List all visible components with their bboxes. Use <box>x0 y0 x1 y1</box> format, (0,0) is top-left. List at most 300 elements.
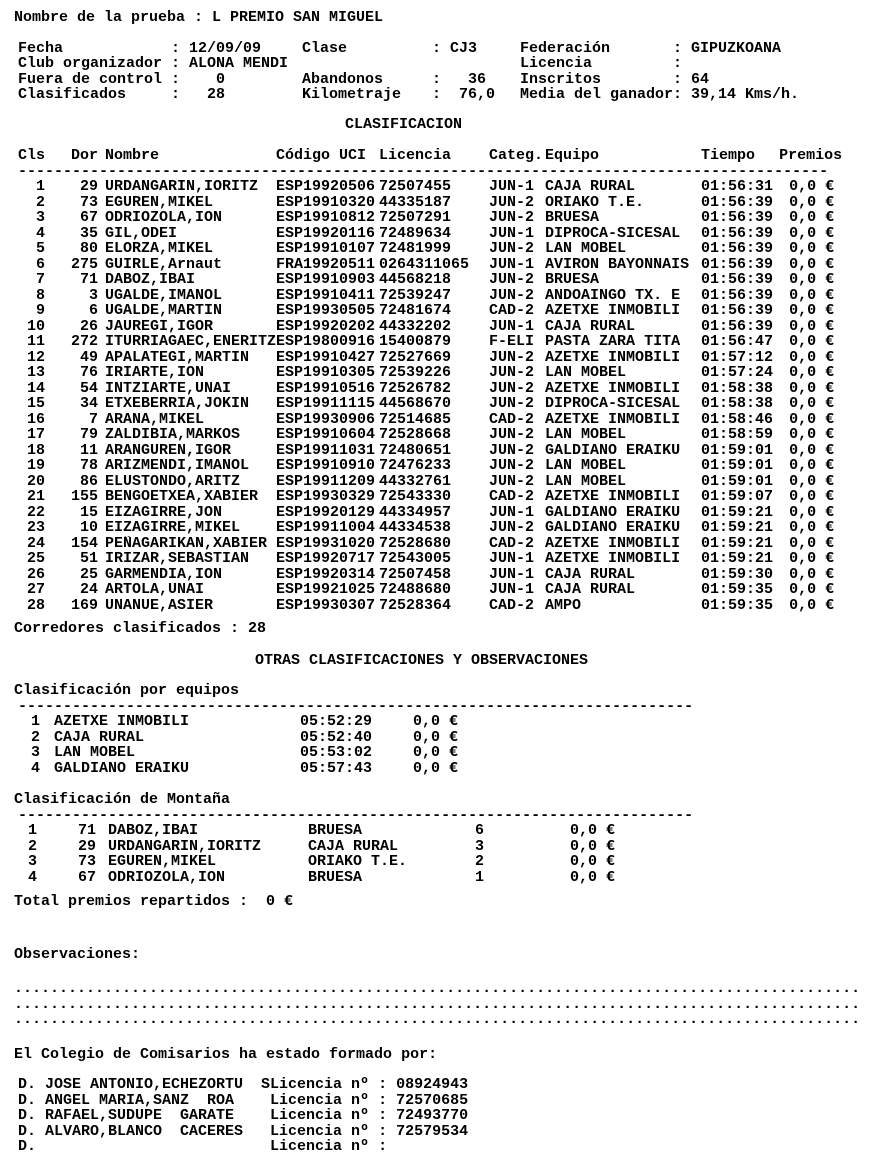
table-cell: ESP19910516 <box>276 380 376 396</box>
table-cell: LAN MOBEL <box>545 365 627 381</box>
table-cell: ELORZA,MIKEL <box>105 241 214 257</box>
table-cell: 44335187 <box>379 194 452 210</box>
col-header-nombre: Nombre <box>105 148 160 164</box>
table-cell: 28 <box>27 597 46 613</box>
table-row <box>18 179 842 195</box>
table-cell: 79 <box>80 427 99 443</box>
table-cell: 72507458 <box>379 566 452 582</box>
table-cell: AVIRON BAYONNAIS <box>545 256 690 272</box>
table-cell: 01:59:01 <box>701 442 774 458</box>
table-cell: 72539247 <box>379 287 452 303</box>
table-cell: CAJA RURAL <box>545 179 636 195</box>
table-cell: 0,0 € <box>789 380 835 396</box>
table-cell: AZETXE INMOBILI <box>545 303 681 319</box>
table-cell: ESP19911031 <box>276 442 376 458</box>
table-cell: 51 <box>80 551 99 567</box>
table-cell: 0,0 € <box>413 760 459 776</box>
table-cell: 15400879 <box>379 334 452 350</box>
table-cell: JUN-2 <box>489 194 535 210</box>
table-cell: 78 <box>80 458 99 474</box>
table-cell: 0,0 € <box>789 520 835 536</box>
table-cell: 21 <box>27 489 46 505</box>
table-cell: 1 <box>30 714 40 730</box>
table-cell: 0,0 € <box>789 458 835 474</box>
table-cell: 54 <box>80 380 99 396</box>
table-row <box>18 226 842 242</box>
table-cell: ARANA,MIKEL <box>105 411 205 427</box>
table-cell: 49 <box>80 349 99 365</box>
table-row <box>18 350 842 366</box>
table-cell: ORIAKO T.E. <box>545 194 645 210</box>
table-cell: ETXEBERRIA,JOKIN <box>105 396 250 412</box>
table-cell: 9 <box>36 303 46 319</box>
table-cell: 0,0 € <box>789 303 835 319</box>
table-cell: JUN-2 <box>489 287 535 303</box>
table-cell: ESP19911004 <box>276 520 376 536</box>
table-cell: 0,0 € <box>789 287 835 303</box>
table-row <box>18 536 842 552</box>
table-cell: BRUESA <box>545 210 600 226</box>
corredores-clasificados-line: Corredores clasificados : 28 <box>14 620 267 637</box>
table-cell: 23 <box>27 520 46 536</box>
table-cell: ANDOAINGO TX. E <box>545 287 681 303</box>
table-cell: 0,0 € <box>789 241 835 257</box>
table-row <box>18 505 842 521</box>
table-cell: 01:59:35 <box>701 597 774 613</box>
table-cell: 05:52:40 <box>300 729 373 745</box>
table-cell: 01:57:12 <box>701 349 774 365</box>
table-cell: D. ANGEL MARIA,SANZ ROA <box>18 1092 235 1108</box>
table-cell: DABOZ,IBAI <box>105 272 196 288</box>
montana-table-body <box>18 823 615 885</box>
table-row <box>18 1139 670 1155</box>
table-row <box>18 272 842 288</box>
table-cell: JUN-1 <box>489 582 535 598</box>
table-cell: D. <box>18 1139 37 1155</box>
table-row <box>18 520 842 536</box>
table-cell: AZETXE INMOBILI <box>54 714 190 730</box>
table-cell: 272 <box>71 334 99 350</box>
table-cell: ESP19920116 <box>276 225 376 241</box>
table-cell: 10 <box>80 520 99 536</box>
table-cell: ESP19911209 <box>276 473 376 489</box>
table-cell: 13 <box>27 365 46 381</box>
dashed-separator: --------------------------------------------------------------------------- <box>18 698 694 714</box>
table-row <box>18 489 842 505</box>
table-cell: 67 <box>77 869 96 885</box>
table-cell: BRUESA <box>545 272 600 288</box>
table-cell: 24 <box>27 535 46 551</box>
table-cell: 0,0 € <box>570 869 616 885</box>
dotted-line: .............................................................................................. <box>14 1011 861 1028</box>
table-cell: UNANUE,ASIER <box>105 597 214 613</box>
table-row <box>18 365 842 381</box>
table-cell: AZETXE INMOBILI <box>545 380 681 396</box>
table-cell: 0,0 € <box>413 745 459 761</box>
table-cell: 72526782 <box>379 380 452 396</box>
table-row <box>18 210 842 226</box>
table-cell: 01:59:21 <box>701 520 774 536</box>
table-cell: 0,0 € <box>789 442 835 458</box>
table-cell: 72543330 <box>379 489 452 505</box>
table-row <box>18 427 842 443</box>
equipos-table <box>18 714 458 776</box>
table-cell: 20 <box>27 473 46 489</box>
col-header-tiempo: Tiempo <box>701 148 756 164</box>
table-cell: 3 <box>89 287 99 303</box>
table-row <box>18 730 458 746</box>
table-cell: 01:56:39 <box>701 194 774 210</box>
table-row <box>18 72 834 88</box>
table-cell: AMPO <box>545 597 582 613</box>
table-cell: 0,0 € <box>789 349 835 365</box>
table-cell: JUN-1 <box>489 225 535 241</box>
table-row <box>18 823 615 839</box>
table-row <box>18 551 842 567</box>
table-cell: 22 <box>27 504 46 520</box>
table-cell: DIPROCA-SICESAL <box>545 225 681 241</box>
table-row <box>18 1124 670 1140</box>
observaciones-label: Observaciones: <box>14 945 141 963</box>
clasificacion-heading: CLASIFICACION <box>345 115 463 133</box>
table-cell: APALATEGI,MARTIN <box>105 349 250 365</box>
table-cell: 0,0 € <box>789 411 835 427</box>
table-cell: 0,0 € <box>789 194 835 210</box>
table-cell: JUN-2 <box>489 349 535 365</box>
race-info-body <box>18 41 834 103</box>
table-cell: 0,0 € <box>789 535 835 551</box>
col-header-cls: Cls <box>18 148 46 164</box>
table-cell: DABOZ,IBAI <box>108 823 199 839</box>
table-cell: 0,0 € <box>789 473 835 489</box>
table-cell <box>302 56 432 72</box>
table-cell: 26 <box>27 566 46 582</box>
table-cell: 01:59:30 <box>701 566 774 582</box>
table-cell: 0,0 € <box>570 823 616 839</box>
table-cell: ESP19910910 <box>276 458 376 474</box>
table-cell: AZETXE INMOBILI <box>545 411 681 427</box>
table-cell: LAN MOBEL <box>545 241 627 257</box>
table-cell: JUN-2 <box>489 520 535 536</box>
table-cell: 5 <box>36 241 46 257</box>
table-cell: 01:56:39 <box>701 272 774 288</box>
table-cell: 72528680 <box>379 535 452 551</box>
table-cell: 01:59:01 <box>701 458 774 474</box>
table-cell: GARMENDIA,ION <box>105 566 223 582</box>
col-header-categ: Categ. <box>489 148 544 164</box>
table-cell: 3 <box>27 854 37 870</box>
table-row <box>18 458 842 474</box>
table-cell: 05:53:02 <box>300 745 373 761</box>
table-cell: CAJA RURAL <box>545 582 636 598</box>
table-cell: ESP19920717 <box>276 551 376 567</box>
table-cell: GIL,ODEI <box>105 225 178 241</box>
table-cell: 72539226 <box>379 365 452 381</box>
table-cell: 86 <box>80 473 99 489</box>
table-cell: 01:59:07 <box>701 489 774 505</box>
table-cell: GALDIANO ERAIKU <box>54 760 190 776</box>
table-cell: 25 <box>27 551 46 567</box>
table-cell: 29 <box>80 179 99 195</box>
table-cell: 34 <box>80 396 99 412</box>
table-cell: : 12/09/09 <box>171 40 262 56</box>
equipos-section-title: Clasificación por equipos <box>14 682 240 699</box>
table-cell: ESP19910305 <box>276 365 376 381</box>
table-cell: CAD-2 <box>489 489 535 505</box>
table-row <box>18 854 615 870</box>
table-cell: 80 <box>80 241 99 257</box>
observaciones-blank-lines <box>14 981 869 1028</box>
table-cell: 25 <box>80 566 99 582</box>
table-cell: CAJA RURAL <box>545 566 636 582</box>
table-cell: JUN-1 <box>489 179 535 195</box>
table-cell: 01:58:38 <box>701 380 774 396</box>
comisarios-table <box>18 1077 670 1155</box>
table-cell: 72489634 <box>379 225 452 241</box>
dashed-separator: ------------------------------------------------------------------------------------------ <box>18 162 829 180</box>
table-cell: D. ALVARO,BLANCO CACERES <box>18 1123 244 1139</box>
table-cell: 4 <box>30 760 40 776</box>
table-cell: GALDIANO ERAIKU <box>545 520 681 536</box>
table-row <box>18 1108 670 1124</box>
table-cell: 7 <box>36 272 46 288</box>
table-row <box>18 412 842 428</box>
table-cell: IRIZAR,SEBASTIAN <box>105 551 250 567</box>
col-header-equipo: Equipo <box>545 148 600 164</box>
table-cell: 44332761 <box>379 473 452 489</box>
table-cell: 14 <box>27 380 46 396</box>
table-cell: 0,0 € <box>789 551 835 567</box>
otras-clasificaciones-heading: OTRAS CLASIFICACIONES Y OBSERVACIONES <box>255 651 589 669</box>
table-cell: INTZIARTE,UNAI <box>105 380 232 396</box>
table-cell: ESP19930505 <box>276 303 376 319</box>
table-cell: DIPROCA-SICESAL <box>545 396 681 412</box>
table-cell: Licencia nº : 72579534 <box>270 1123 469 1139</box>
table-cell: 44568670 <box>379 396 452 412</box>
table-cell: IRIARTE,ION <box>105 365 205 381</box>
table-cell: ZALDIBIA,MARKOS <box>105 427 241 443</box>
table-cell: Kilometraje <box>302 87 402 103</box>
table-cell: 1 <box>36 179 46 195</box>
table-cell: 0,0 € <box>789 396 835 412</box>
montana-section-title: Clasificación de Montaña <box>14 791 231 808</box>
dashed-separator: --------------------------------------------------------------------------- <box>18 807 694 823</box>
table-cell: BRUESA <box>308 869 363 885</box>
table-cell: Licencia nº : 72493770 <box>270 1108 469 1124</box>
table-cell: 72481674 <box>379 303 452 319</box>
table-cell: BENGOETXEA,XABIER <box>105 489 259 505</box>
table-cell: 3 <box>475 838 485 854</box>
table-cell: : ALONA MENDI <box>171 56 289 72</box>
table-row <box>18 714 458 730</box>
table-cell: AZETXE INMOBILI <box>545 349 681 365</box>
table-row <box>18 334 842 350</box>
table-cell: 0,0 € <box>789 504 835 520</box>
table-cell: 71 <box>80 272 99 288</box>
table-cell: GALDIANO ERAIKU <box>545 442 681 458</box>
table-cell: 0,0 € <box>789 210 835 226</box>
table-cell: ESP19920506 <box>276 179 376 195</box>
table-cell: Abandonos <box>302 71 384 87</box>
table-cell: JUN-1 <box>489 256 535 272</box>
table-cell: 01:59:35 <box>701 582 774 598</box>
table-cell: 01:56:39 <box>701 318 774 334</box>
table-cell: CAJA RURAL <box>545 318 636 334</box>
table-cell: CAJA RURAL <box>54 729 145 745</box>
table-row <box>18 598 842 614</box>
table-cell: JUN-2 <box>489 241 535 257</box>
table-cell: 10 <box>27 318 46 334</box>
table-cell: Federación <box>520 40 611 56</box>
table-cell: PASTA ZARA TITA <box>545 334 681 350</box>
table-row <box>18 567 842 583</box>
table-cell: 44334538 <box>379 520 452 536</box>
table-cell: ESP19930307 <box>276 597 376 613</box>
table-row <box>18 396 842 412</box>
header-separator-row <box>18 164 842 180</box>
table-cell: CAD-2 <box>489 303 535 319</box>
table-cell: Licencia nº : <box>270 1139 388 1155</box>
table-cell: 0,0 € <box>789 582 835 598</box>
table-cell: Media del ganador <box>520 87 674 103</box>
table-cell: 71 <box>77 823 96 839</box>
table-cell: ITURRIAGAEC,ENERITZ <box>105 334 277 350</box>
table-cell: FRA19920511 <box>276 256 376 272</box>
table-cell: 01:56:39 <box>701 256 774 272</box>
table-cell: 72481999 <box>379 241 452 257</box>
table-cell: 26 <box>80 318 99 334</box>
table-cell: ESP19930329 <box>276 489 376 505</box>
dotted-line: .............................................................................................. <box>14 980 861 997</box>
classification-table <box>18 148 842 613</box>
table-row <box>18 241 842 257</box>
table-cell: CAJA RURAL <box>308 838 399 854</box>
table-cell: 01:58:59 <box>701 427 774 443</box>
table-cell: JUN-2 <box>489 427 535 443</box>
comisarios-table-body <box>18 1077 670 1155</box>
table-row <box>18 56 834 72</box>
table-cell: : 64 <box>673 71 710 87</box>
table-cell: ODRIOZOLA,ION <box>105 210 223 226</box>
table-cell: JUN-2 <box>489 272 535 288</box>
table-cell: : 28 <box>171 87 226 103</box>
table-cell: 72488680 <box>379 582 452 598</box>
column-header-row <box>18 148 842 164</box>
table-cell: AZETXE INMOBILI <box>545 551 681 567</box>
table-cell: Licencia <box>520 56 593 72</box>
table-cell: 0,0 € <box>789 225 835 241</box>
table-cell: ESP19910427 <box>276 349 376 365</box>
colegio-comisarios-line: El Colegio de Comisarios ha estado formado por: <box>14 1045 438 1063</box>
total-premios-line: Total premios repartidos : 0 € <box>14 893 294 910</box>
table-cell: EGUREN,MIKEL <box>105 194 214 210</box>
table-cell: 72527669 <box>379 349 452 365</box>
table-cell: 01:59:21 <box>701 551 774 567</box>
table-cell: D. JOSE ANTONIO,ECHEZORTU S <box>18 1077 271 1093</box>
table-cell: 11 <box>27 334 46 350</box>
table-cell: ESP19910903 <box>276 272 376 288</box>
table-cell: 0,0 € <box>789 256 835 272</box>
table-cell: 7 <box>89 411 99 427</box>
table-cell: 44332202 <box>379 318 452 334</box>
table-cell: URDANGARIN,IORITZ <box>108 838 262 854</box>
table-cell: 44334957 <box>379 504 452 520</box>
table-cell: 72514685 <box>379 411 452 427</box>
table-cell: 0,0 € <box>789 427 835 443</box>
table-cell: 6 <box>89 303 99 319</box>
table-row <box>18 1093 670 1109</box>
table-cell: 12 <box>27 349 46 365</box>
table-cell: 4 <box>27 869 37 885</box>
table-cell: 2 <box>30 729 40 745</box>
table-cell: JUN-2 <box>489 473 535 489</box>
table-row <box>18 443 842 459</box>
table-cell: ESP19910812 <box>276 210 376 226</box>
table-cell: 0,0 € <box>789 318 835 334</box>
table-cell: CAD-2 <box>489 597 535 613</box>
table-cell: LAN MOBEL <box>545 427 627 443</box>
table-cell: ELUSTONDO,ARITZ <box>105 473 241 489</box>
table-cell: ESP19920314 <box>276 566 376 582</box>
table-cell: : <box>673 56 683 72</box>
table-cell: LAN MOBEL <box>54 745 136 761</box>
classification-table-head <box>18 148 842 179</box>
table-cell: 01:59:01 <box>701 473 774 489</box>
table-cell: 0,0 € <box>570 838 616 854</box>
table-cell: D. RAFAEL,SUDUPE GARATE <box>18 1108 235 1124</box>
table-cell: 35 <box>80 225 99 241</box>
table-cell: : 36 <box>432 71 487 87</box>
table-row <box>18 474 842 490</box>
table-cell: 17 <box>27 427 46 443</box>
table-cell: 0,0 € <box>413 714 459 730</box>
table-cell: ARTOLA,UNAI <box>105 582 205 598</box>
table-cell: 73 <box>77 854 96 870</box>
table-cell: 72476233 <box>379 458 452 474</box>
table-cell: JUN-1 <box>489 318 535 334</box>
table-cell: 01:56:39 <box>701 210 774 226</box>
table-cell: EGUREN,MIKEL <box>108 854 217 870</box>
table-cell: EIZAGIRRE,JON <box>105 504 223 520</box>
table-cell: 01:56:39 <box>701 225 774 241</box>
table-cell: 67 <box>80 210 99 226</box>
table-cell: 3 <box>30 745 40 761</box>
table-cell: JUN-1 <box>489 566 535 582</box>
table-cell: 0,0 € <box>789 365 835 381</box>
table-cell: URDANGARIN,IORITZ <box>105 179 259 195</box>
table-cell: 01:56:31 <box>701 179 774 195</box>
table-cell: JAUREGI,IGOR <box>105 318 214 334</box>
table-cell: 18 <box>27 442 46 458</box>
table-cell: 4 <box>36 225 46 241</box>
table-cell: 1 <box>475 869 485 885</box>
table-cell: ESP19921025 <box>276 582 376 598</box>
table-cell: 2 <box>36 194 46 210</box>
table-cell: 01:56:47 <box>701 334 774 350</box>
table-cell: 01:56:39 <box>701 303 774 319</box>
table-cell: ESP19910411 <box>276 287 376 303</box>
table-cell: GUIRLE,Arnaut <box>105 256 223 272</box>
table-cell: JUN-2 <box>489 396 535 412</box>
table-cell: : CJ3 <box>432 40 478 56</box>
table-cell: Fuera de control <box>18 71 163 87</box>
table-cell: 8 <box>36 287 46 303</box>
table-cell: ESP19910604 <box>276 427 376 443</box>
table-cell: 0,0 € <box>789 272 835 288</box>
table-cell: 76 <box>80 365 99 381</box>
table-cell: 01:59:21 <box>701 504 774 520</box>
montana-table <box>18 823 615 885</box>
